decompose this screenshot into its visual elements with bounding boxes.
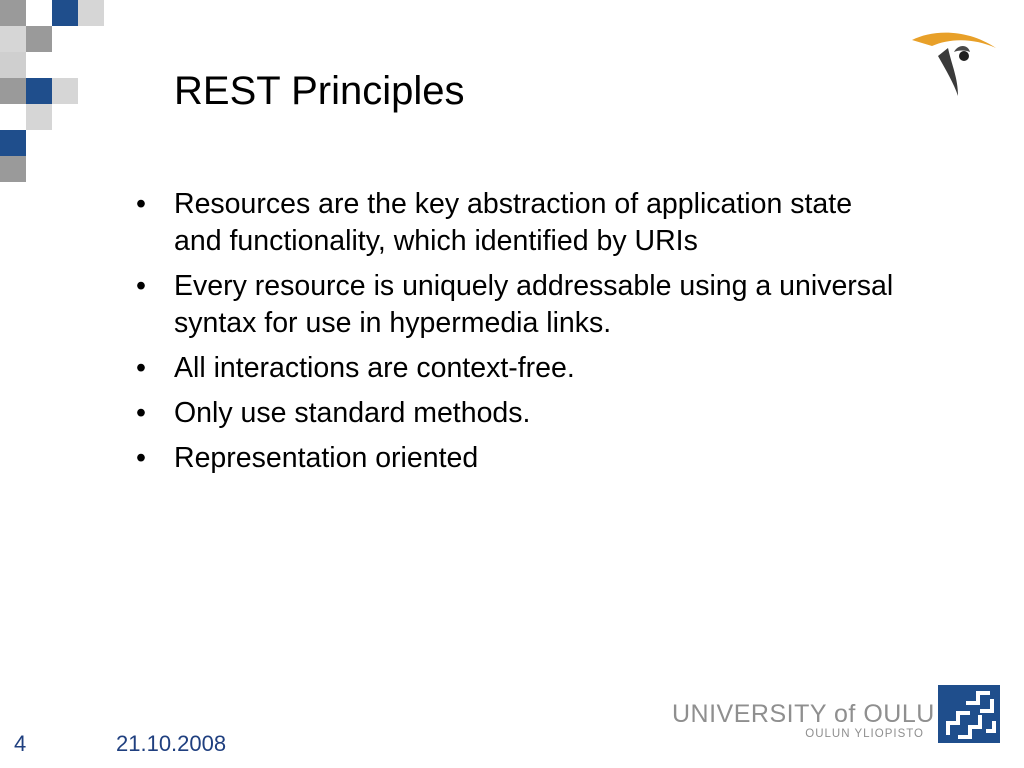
square-blue [0,130,26,156]
list-item [136,440,906,477]
bullet-marker: • [136,188,146,220]
slide-title: REST Principles [174,69,465,113]
square-light-gray [0,26,26,52]
square-dark-gray [0,156,26,182]
list-item [136,395,906,432]
decorative-squares [0,0,110,190]
bullet-marker: • [136,397,146,429]
torch-figure-icon [908,26,1000,98]
square-dark-gray [0,78,26,104]
bullet-text: Representation oriented [174,442,479,474]
university-name: UNIVERSITY of OULU [672,700,935,728]
bullet-text: All interactions are context-free. [174,352,575,384]
square-light-gray [26,104,52,130]
bullet-marker: • [136,352,146,384]
slide-date: 21.10.2008 [116,731,227,756]
square-blue [26,78,52,104]
list-item [136,268,906,342]
list-item [136,350,906,387]
square-blue [52,0,78,26]
bullet-marker: • [136,442,146,474]
square-dark-gray [26,26,52,52]
list-item [136,186,906,260]
square-light-gray [52,78,78,104]
maze-pattern-icon [938,685,1000,743]
bullet-marker: • [136,270,146,302]
bullet-list [136,186,906,485]
university-subtitle: OULUN YLIOPISTO [805,728,924,740]
square-light-gray [78,0,104,26]
square-light-gray [0,52,26,78]
bullet-text: Every resource is uniquely addressable using a universal syntax for use in hypermedia links. [174,270,894,339]
bullet-text: Resources are the key abstraction of application state and functionality, which identified by URIs [174,188,853,257]
bullet-text: Only use standard methods. [174,397,531,429]
page-number: 4 [14,731,27,756]
square-dark-gray [0,0,26,26]
